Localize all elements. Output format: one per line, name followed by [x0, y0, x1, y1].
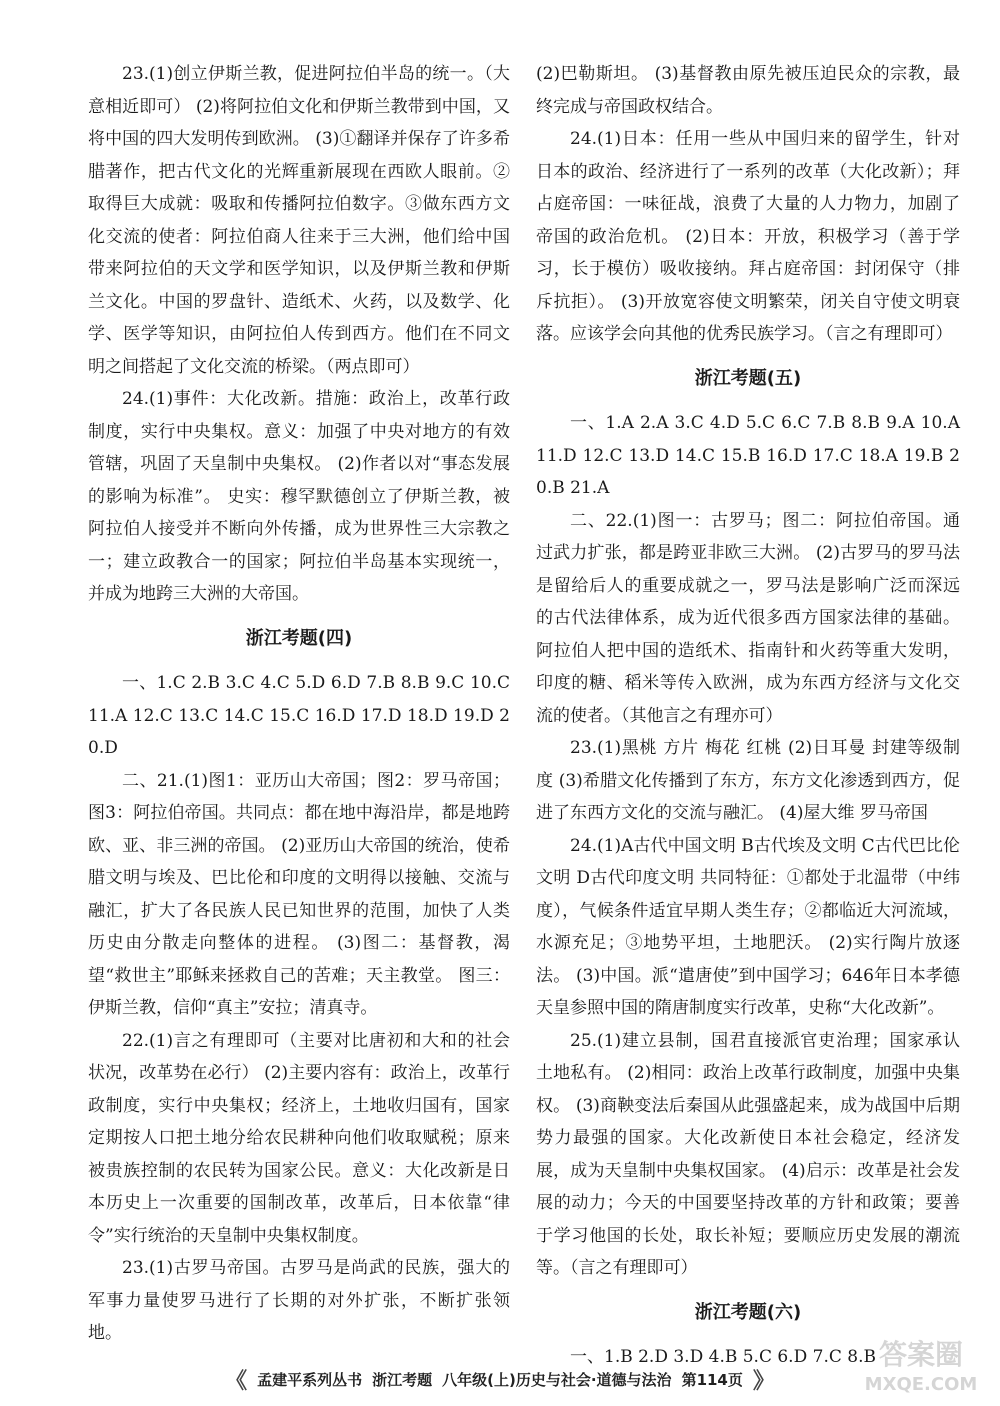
answer-paragraph: 23.(1)黑桃 方片 梅花 红桃 (2)日耳曼 封建等级制度 (3)希腊文化传播到了东方，东方文化渗透到西方，促进了东西方文化的交流与融汇。 (4)屋大维 罗马帝国: [536, 738, 960, 823]
section-heading: 浙江考题(五): [694, 367, 802, 389]
footer-grade: 八年级(上)历史与社会·道德与法治: [442, 1370, 672, 1389]
answer-paragraph: 23.(1)古罗马帝国。古罗马是尚武的民族，强大的军事力量使罗马进行了长期的对外扩张，不断扩张领地。: [88, 1258, 510, 1343]
page-footer: [0, 1362, 1000, 1396]
left-column: [88, 58, 510, 1350]
right-column: [536, 58, 960, 1374]
watermark-text-2: MXQE.COM: [864, 1374, 978, 1395]
answer-paragraph: 二、21.(1)图1：亚历山大帝国；图2：罗马帝国；图3：阿拉伯帝国。共同点：都在地中海沿岸，都是地跨欧、亚、非三洲的帝国。 (2)亚历山大帝国的统治，使希腊文明与埃及、巴比伦和印度的文明得以接触、交流与融汇，扩大了各民族人民已知世界的范围，加快了人类历史由分散走向整体的进程。 (3)图二：基督教，渴望“救世主”耶稣来拯救自己的苦难；天主教堂。 图三：伊斯兰教，信仰“真主”安拉；清真寺。: [88, 770, 510, 1018]
answer-paragraph: 23.(1)创立伊斯兰教，促进阿拉伯半岛的统一。（大意相近即可） (2)将阿拉伯文化和伊斯兰教带到中国，又将中国的四大发明传到欧洲。 (3)①翻译并保存了许多希腊著作，把古代文化的光辉重新展现在西欧人眼前。②取得巨大成就：吸取和传播阿拉伯数字。③做东西方文化交流的使者：阿拉伯商人往来于三大洲，他们给中国带来阿拉伯的天文学和医学知识，以及伊斯兰教和伊斯兰文化。中国的罗盘针、造纸术、火药，以及数学、化学、医学等知识，由阿拉伯人传到西方。他们在不同文明之间搭起了文化交流的桥梁。（两点即可）: [88, 64, 510, 377]
section-heading: 浙江考题(四): [245, 627, 353, 649]
answer-paragraph: 24.(1)事件：大化改新。措施：政治上，改革行政制度，实行中央集权。意义：加强了中央对地方的有效管辖，巩固了天皇制中央集权。 (2)作者以对“事态发展的影响为标准”。 史实：穆罕默德创立了伊斯兰教，被阿拉伯人接受并不断向外传播，成为世界性三大宗教之一；建立政教合一的国家；阿拉伯半岛基本实现统一，并成为地跨三大洲的大帝国。: [88, 389, 510, 604]
footer-page-number: 第114页: [681, 1370, 743, 1389]
section-heading: 浙江考题(六): [694, 1301, 802, 1323]
watermark-logo: [856, 1330, 986, 1400]
answer-paragraph: (2)巴勒斯坦。 (3)基督教由原先被压迫民众的宗教，最终完成与帝国政权结合。: [536, 64, 960, 117]
answer-paragraph: 24.(1)日本：任用一些从中国归来的留学生，针对日本的政治、经济进行了一系列的改革（大化改新）；拜占庭帝国：一味征战，浪费了大量的人力物力，加剧了帝国的政治危机。 (2)日本：开放，积极学习（善于学习，长于模仿）吸收接纳。拜占庭帝国：封闭保守（排斥抗拒）。 (3)开放宽容使文明繁荣，闭关自守使文明衰落。应该学会向其他的优秀民族学习。（言之有理即可）: [536, 129, 960, 344]
watermark-text-1: 答案圈: [878, 1338, 964, 1371]
footer-series: 孟建平系列丛书: [257, 1370, 363, 1389]
answer-paragraph: 二、22.(1)图一：古罗马；图二：阿拉伯帝国。通过武力扩张，都是跨亚非欧三大洲。 (2)古罗马的罗马法是留给后人的重要成就之一，罗马法是影响广泛而深远的古代法律体系，成为近代很多西方国家法律的基础。阿拉伯人把中国的造纸术、指南针和火药等重大发明，印度的糖、稻米等传入欧洲，成为东西方经济与文化交流的使者。（其他言之有理亦可）: [536, 510, 960, 726]
answer-paragraph: 一、1.A 2.A 3.C 4.D 5.C 6.C 7.B 8.B 9.A 10.A 11.D 12.C 13.D 14.C 15.B 16.D 17.C 18.A 19.B 20.B 21.A: [536, 413, 960, 498]
answer-paragraph: 22.(1)言之有理即可（主要对比唐初和大和的社会状况，改革势在必行） (2)主要内容有：政治上，改革行政制度，实行中央集权；经济上，土地收归国有，国家定期按人口把土地分给农民耕种向他们收取赋税；原来被贵族控制的农民转为国家公民。意义：大化改新是日本历史上一次重要的国制改革，改革后，日本依靠“律令”实行统治的天皇制中央集权制度。: [88, 1030, 510, 1246]
answer-paragraph: 25.(1)建立县制，国君直接派官吏治理；国家承认土地私有。 (2)相同：政治上改革行政制度，加强中央集权。 (3)商鞅变法后秦国从此强盛起来，成为战国中后期势力最强的国家。大化改新使日本社会稳定，经济发展，成为天皇制中央集权国家。 (4)启示：改革是社会发展的动力；今天的中国要坚持改革的方针和政策；要善于学习他国的长处，取长补短；要顺应历史发展的潮流等。（言之有理即可）: [536, 1030, 960, 1278]
answer-paragraph: 一、1.C 2.B 3.C 4.C 5.D 6.D 7.B 8.B 9.C 10.C 11.A 12.C 13.C 14.C 15.C 16.D 17.D 18.D 19.D 20.D: [88, 673, 510, 758]
footer-title: 浙江考题: [372, 1370, 433, 1389]
answer-paragraph: 一、1.B 2.D 3.D 4.B 5.C 6.D 7.C 8.B: [570, 1347, 876, 1367]
right-chevron-icon: 》: [752, 1368, 775, 1394]
left-chevron-icon: 《: [225, 1368, 248, 1394]
answer-paragraph: 24.(1)A古代中国文明 B古代埃及文明 C古代巴比伦文明 D古代印度文明 共同特征：①都处于北温带（中纬度），气候条件适宜早期人类生存；②都临近大河流域，水源充足；③地势平坦，土地肥沃。 (2)实行陶片放逐法。 (3)中国。派“遣唐使”到中国学习；646年日本孝德天皇参照中国的隋唐制度实行改革，史称“大化改新”。: [536, 835, 960, 1018]
